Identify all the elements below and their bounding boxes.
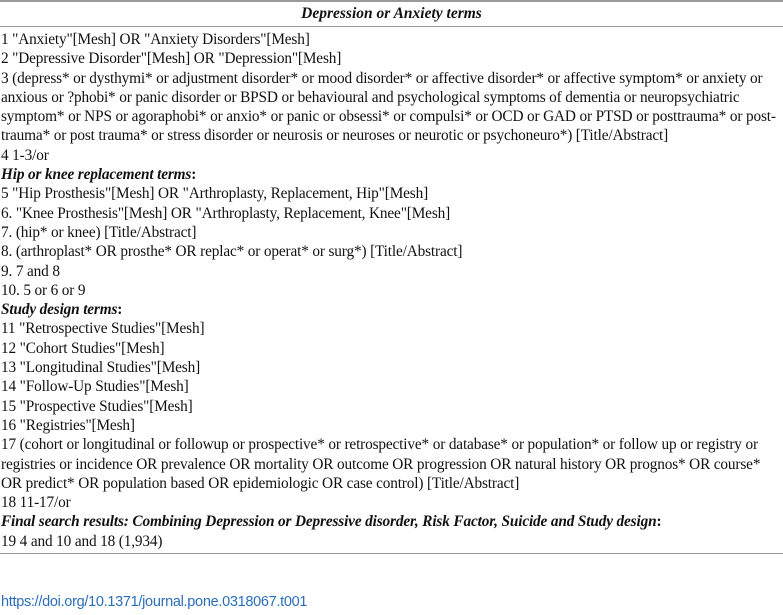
section-heading-text: Study design terms: [1, 301, 118, 319]
search-row-text: 14 "Follow-Up Studies"[Mesh]: [1, 378, 189, 396]
search-row: [1, 184, 783, 203]
search-row-text: 5 "Hip Prosthesis"[Mesh] OR "Arthroplasty, Replacement, Hip"[Mesh]: [1, 185, 429, 203]
search-row-text: 7. (hip* or knee) [Title/Abstract]: [1, 223, 197, 241]
section-heading: [1, 300, 783, 319]
search-row: [1, 223, 783, 242]
section-heading-text: Final search results: Combining Depression or Depressive disorder, Risk Factor, Suicide and Study design: [1, 513, 657, 531]
section-heading: [1, 512, 783, 531]
search-row: [1, 242, 783, 261]
search-row-text: 18 11-17/or: [1, 494, 71, 512]
search-row: [1, 358, 783, 377]
search-row: [1, 146, 783, 165]
search-row-text: 2 "Depressive Disorder"[Mesh] OR "Depression"[Mesh]: [1, 50, 342, 68]
search-row-text: 10. 5 or 6 or 9: [1, 281, 86, 299]
search-row: [1, 397, 783, 416]
search-row-text: 3 (depress* or dysthymi* or adjustment disorder* or mood disorder* or affective disorder* or affective symptom* or anxiety or anxious or ?phobi* or panic disorder or BPSD or behavioural and psychological symptoms of dementia or neuropsychiatric symptom* or NPS or agoraphobi* or anxio* or panic or obsessi* or compulsi* or OCD or GAD or PTSD or posttrauma* or post-trauma* or post trauma* or stress disorder or neurosis or neuroses or neurotic or psychoneuro*) [Title/Abstract]: [1, 69, 776, 145]
search-row-text: 4 1-3/or: [1, 146, 49, 164]
search-row: [1, 435, 783, 493]
search-row-text: 6. "Knee Prosthesis"[Mesh] OR "Arthroplasty, Replacement, Knee"[Mesh]: [1, 204, 451, 222]
search-row: [1, 30, 783, 49]
search-row: [1, 319, 783, 338]
doi-link[interactable]: https://doi.org/10.1371/journal.pone.0318067.t001: [1, 594, 308, 610]
search-row: [1, 204, 783, 223]
search-row: [1, 262, 783, 281]
section-heading-text: Hip or knee replacement terms: [1, 166, 192, 184]
search-row: [1, 281, 783, 300]
search-row: [1, 339, 783, 358]
search-row-text: 12 "Cohort Studies"[Mesh]: [1, 339, 165, 357]
search-row-text: 9. 7 and 8: [1, 262, 60, 280]
heading-colon: :: [191, 166, 197, 184]
search-row-text: 16 "Registries"[Mesh]: [1, 416, 135, 434]
table-header: Depression or Anxiety terms: [0, 2, 783, 27]
search-row-text: 1 "Anxiety"[Mesh] OR "Anxiety Disorders"[Mesh]: [1, 31, 310, 48]
search-row-text: 17 (cohort or longitudinal or followup or prospective* or retrospective* or database* or population* or follow up or registry or registries or incidence OR prevalence OR mortality OR outcome OR progression OR natural history OR prognos* OR course* OR predict* OR population based OR epidemiologic OR case control) [Title/Abstract]: [1, 436, 761, 492]
table-body: [0, 27, 783, 554]
heading-colon: :: [656, 513, 662, 531]
search-row: [1, 377, 783, 396]
heading-colon: :: [117, 301, 123, 319]
search-row-text: 13 "Longitudinal Studies"[Mesh]: [1, 359, 201, 377]
section-heading: [1, 165, 783, 184]
search-row: [1, 49, 783, 68]
search-row: [1, 532, 783, 551]
search-row: [1, 69, 783, 146]
search-row-text: 8. (arthroplast* OR prosthe* OR replac* or operat* or surg*) [Title/Abstract]: [1, 243, 463, 261]
search-row-text: 11 "Retrospective Studies"[Mesh]: [1, 320, 205, 338]
search-row: [1, 416, 783, 435]
search-row-text: 19 4 and 10 and 18 (1,934): [1, 532, 163, 550]
search-row-text: 15 "Prospective Studies"[Mesh]: [1, 397, 193, 415]
search-row: [1, 493, 783, 512]
